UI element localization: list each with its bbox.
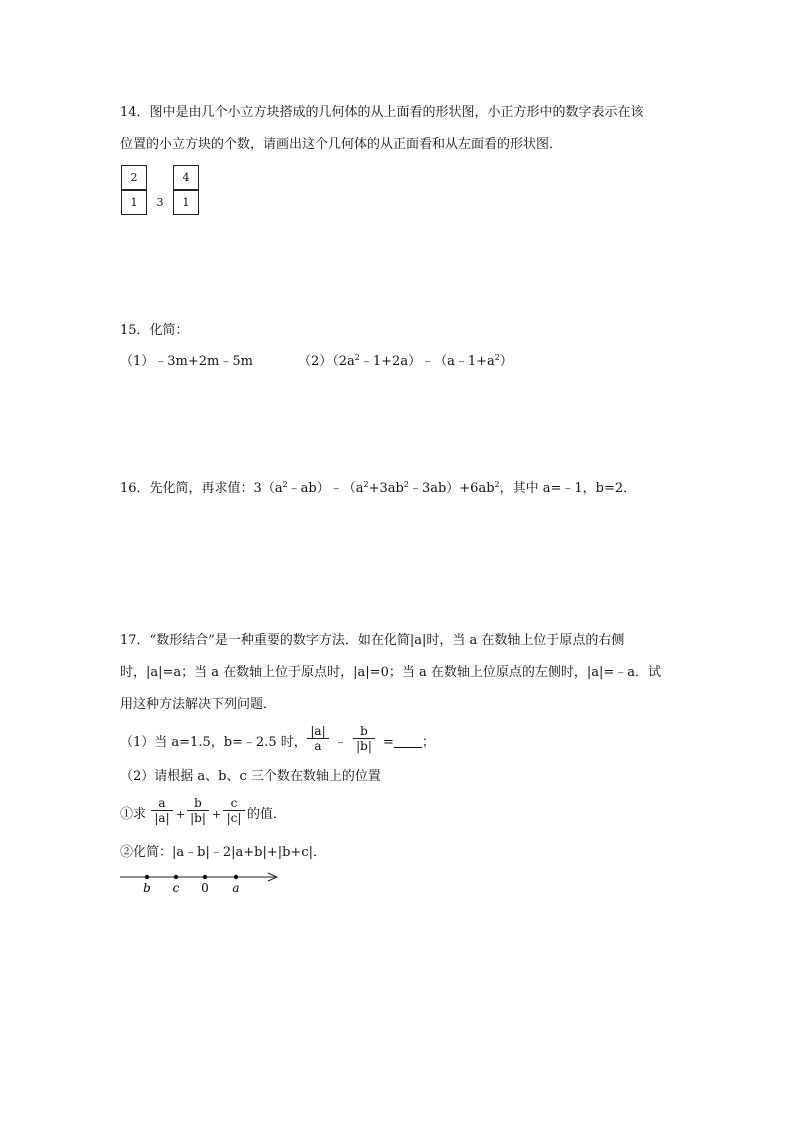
fraction-b-over-abs-b: $\frac{b}{|b|}$ xyxy=(353,724,375,753)
grid-cell-r1c1: 2 xyxy=(121,165,147,190)
plus-sign-2: + xyxy=(212,808,222,821)
plus-sign-1: + xyxy=(176,808,186,821)
q15-title: 15．化简： xyxy=(120,323,189,338)
grid-cell-r2c1: 1 xyxy=(121,190,147,215)
label-c: c xyxy=(172,881,180,895)
q17-c1-suffix: 的值． xyxy=(247,807,287,822)
label-b: b xyxy=(143,881,151,895)
label-a: a xyxy=(232,881,240,895)
top-view-grid xyxy=(121,165,201,216)
grid-cell-r1c3: 4 xyxy=(173,165,199,190)
fraction-c-over-abs-c: $\frac{c}{|c|}$ xyxy=(223,796,245,825)
q15-part-2: $(2)(2a^2﹣1+2a)﹣(a﹣1+a^2)$ xyxy=(298,353,513,369)
q15-part-1: （1）﹣3m+2m﹣5m xyxy=(120,354,253,369)
point-zero xyxy=(203,875,207,879)
number-line xyxy=(115,868,285,898)
grid-cell-r2c3: 1 xyxy=(173,190,199,215)
q14-line-2: 位置的小立方块的个数，请画出这个几何体的从正面看和从左面看的形状图． xyxy=(120,137,563,152)
minus-sign: ﹣ xyxy=(334,735,348,750)
q14-line-1: 14．图中是由几个小立方块搭成的几何体的从上面看的形状图，小正方形中的数字表示在该 xyxy=(120,105,644,120)
point-c xyxy=(174,875,178,879)
point-b xyxy=(145,875,149,879)
q17-c2: ②化简：|a﹣b|﹣2|a+b|+|b+c|． xyxy=(120,845,326,860)
fraction-b-over-abs-b-2: $\frac{b}{|b|}$ xyxy=(187,796,209,825)
q16-question: 16．先化简，再求值：$3(a^2﹣ab)﹣(a^2+3ab^2﹣3ab)+6ab^2$，其中 a=﹣1，b=2． xyxy=(120,480,637,496)
q17-line-2: 时，|a|=a；当 a 在数轴上位于原点时，|a|=0；当 a 在数轴上位原点的左侧时，|a|=﹣a．试 xyxy=(120,665,662,680)
fraction-abs-a-over-a: $\frac{|a|}{a}$ xyxy=(307,724,329,753)
q17-line-3: 用这种方法解决下列问题． xyxy=(120,697,277,712)
q17-part-2-text: （2）请根据 a、b、c 三个数在数轴上的位置 xyxy=(120,769,381,784)
q17-c1-prefix: ①求 xyxy=(120,807,147,822)
answer-blank[interactable]: = ； xyxy=(383,735,435,750)
point-a xyxy=(234,875,238,879)
q17-line-1: 17．“数形结合”是一种重要的数字方法．如在化简|a|时，当 a 在数轴上位于原点的右侧 xyxy=(120,633,625,648)
q17-part-1-text: （1）当 a=1.5，b=﹣2.5 时， xyxy=(120,735,307,750)
fraction-a-over-abs-a: $\frac{a}{|a|}$ xyxy=(151,796,173,825)
grid-cell-r2c2: 3 xyxy=(156,196,164,209)
label-zero: 0 xyxy=(201,881,209,895)
